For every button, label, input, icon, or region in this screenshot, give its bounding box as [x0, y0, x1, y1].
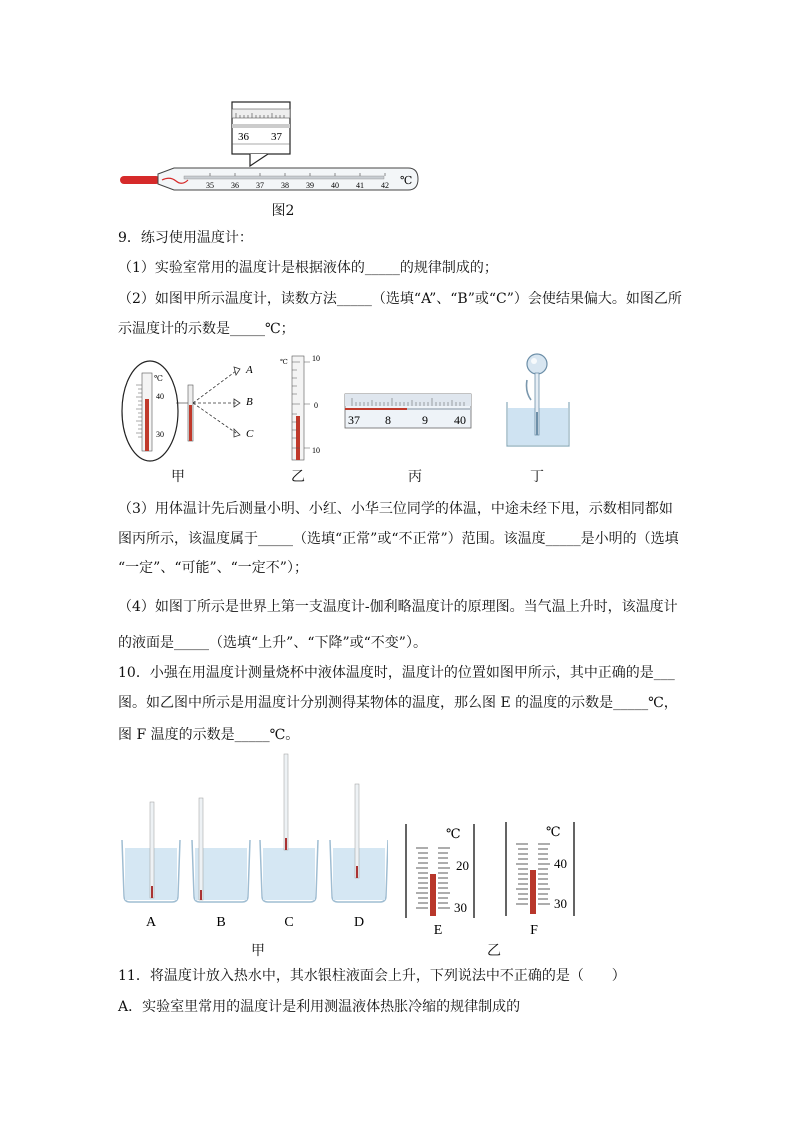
- thermometer-f: [506, 822, 574, 916]
- q9-part4-line1: （4）如图丁所示是世界上第一支温度计-伽利略温度计的原理图。当气温上升时，该温度计: [118, 599, 678, 615]
- scale-38: 38: [281, 181, 289, 190]
- q9-part3-line1: （3）用体温计先后测量小明、小红、小华三位同学的体温，中途未经下甩，示数相同都如: [118, 501, 673, 517]
- unit-celsius: ℃: [400, 175, 413, 187]
- zoom-label-36: 36: [238, 131, 249, 143]
- angle-c: C: [246, 428, 254, 440]
- q11-option-a: A．实验室里常用的温度计是利用测温液体热胀冷缩的规律制成的: [118, 999, 521, 1015]
- beaker-c: [260, 754, 318, 902]
- q9-part2-line1: （2）如图甲所示温度计，读数方法_____（选填“A”、“B”或“C”）会使结果偏大。如图乙所: [118, 291, 682, 307]
- thermometer-e: [406, 824, 474, 918]
- bing-label-8: 8: [385, 413, 391, 427]
- q10-line1: 10．小强在用温度计测量烧杯中液体温度时，温度计的位置如图甲所示，其中正确的是___: [118, 665, 675, 681]
- yi-unit: ℃: [280, 358, 288, 366]
- figure-bing-caption: 丙: [408, 469, 422, 485]
- q9-part1: （1）实验室常用的温度计是根据液体的_____的规律制成的；: [118, 260, 498, 276]
- scale-40: 40: [331, 181, 339, 190]
- figure-jia-reading-angles: [118, 355, 268, 465]
- figure-q10-yi-caption: 乙: [487, 943, 501, 959]
- jia-label-30: 30: [156, 430, 164, 439]
- f-label-30: 30: [554, 896, 567, 911]
- figure-yi-thermometer: [278, 352, 328, 464]
- jia-unit: ℃: [154, 374, 163, 383]
- beaker-label-d: D: [353, 915, 365, 930]
- scale-41: 41: [356, 181, 364, 190]
- figure-2-clinical-thermometer: [118, 100, 428, 198]
- yi-label-10-bottom: 10: [312, 446, 320, 455]
- zoom-label-37: 37: [271, 131, 282, 143]
- angle-a: A: [246, 364, 253, 376]
- figure-ding-caption: 丁: [530, 469, 544, 485]
- bing-label-37: 37: [348, 413, 360, 427]
- figure-q10-thermometers-e-f: [400, 818, 580, 938]
- q9-part4-line2: 的液面是_____（选填“上升”、“下降”或“不变”）。: [118, 635, 427, 651]
- beaker-b: [192, 798, 250, 902]
- thermometer-f-label: F: [530, 923, 538, 938]
- beaker-label-b: B: [216, 915, 226, 930]
- scale-37: 37: [256, 181, 264, 190]
- angle-b: B: [246, 396, 253, 408]
- scale-42: 42: [381, 181, 389, 190]
- scale-39: 39: [306, 181, 314, 190]
- yi-label-0: 0: [314, 401, 318, 410]
- q9-part3-line3: “一定”、“可能”、“一定不”）；: [118, 560, 308, 576]
- figure-q10-beakers: [118, 750, 388, 936]
- e-unit: ℃: [446, 826, 461, 841]
- q9-part2-line2: 示温度计的示数是_____℃；: [118, 321, 295, 337]
- bing-label-40: 40: [454, 413, 466, 427]
- beaker-a: [122, 802, 180, 902]
- figure-yi-caption: 乙: [291, 469, 305, 485]
- beaker-label-a: A: [145, 915, 157, 930]
- q11-stem: 11．将温度计放入热水中，其水银柱液面会上升，下列说法中不正确的是（ ）: [118, 968, 626, 984]
- f-unit: ℃: [546, 824, 561, 839]
- jia-label-40: 40: [156, 392, 164, 401]
- f-label-40: 40: [554, 856, 567, 871]
- figure-ding-galileo-thermometer: [505, 352, 571, 448]
- scale-36: 36: [231, 181, 239, 190]
- thermometer-e-label: E: [433, 923, 443, 938]
- beaker-d: [330, 784, 388, 902]
- beaker-label-c: C: [284, 915, 294, 930]
- bing-label-9: 9: [422, 413, 428, 427]
- q10-line2: 图。如乙图中所示是用温度计分别测得某物体的温度，那么图 E 的温度的示数是_____℃，: [118, 695, 678, 711]
- q10-line3: 图 F 温度的示数是_____℃。: [118, 727, 300, 743]
- figure-jia-caption: 甲: [171, 469, 185, 485]
- q9-part3-line2: 图丙所示，该温度属于_____（选填“正常”或“不正常”）范围。该温度_____是小明的（选填: [118, 531, 679, 547]
- figure-bing-scale: [344, 392, 474, 434]
- yi-label-10-top: 10: [312, 354, 320, 363]
- e-label-20: 20: [456, 858, 469, 873]
- figure-q10-jia-caption: 甲: [251, 943, 265, 959]
- e-label-30: 30: [454, 900, 467, 915]
- scale-35: 35: [206, 181, 214, 190]
- figure-2-caption: 图2: [271, 203, 295, 219]
- q9-stem: 9．练习使用温度计：: [118, 230, 253, 246]
